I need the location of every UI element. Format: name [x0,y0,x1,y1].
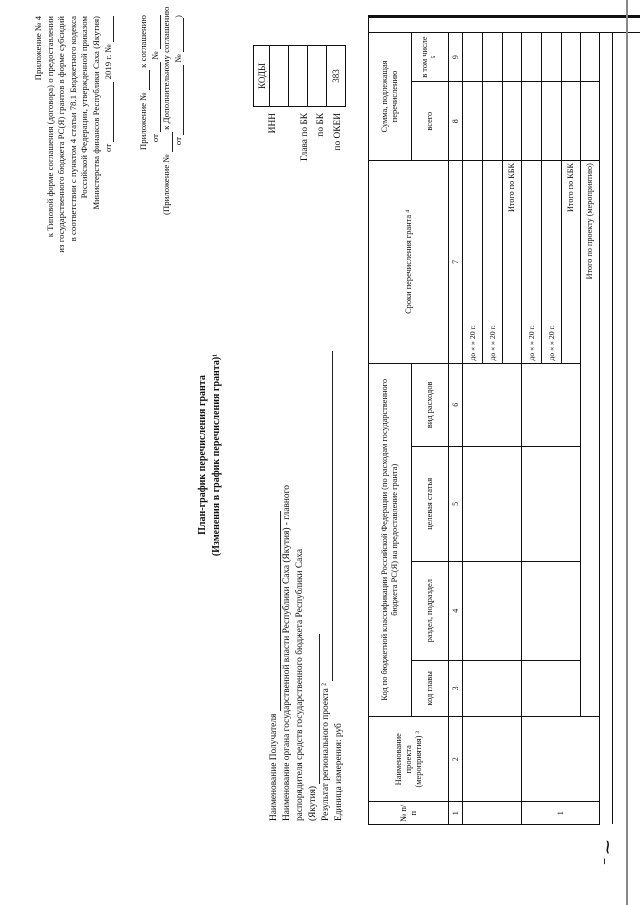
codes-box: КОДЫ 383 [253,45,346,107]
scan-edge-line [626,0,628,905]
field-authority-cont: распорядителя средств государственного бюджета Республики Саха [295,548,305,821]
appendix-references: Приложение № к соглашению от № (Приложение № к Дополнительному соглашению от № ) [138,6,183,215]
field-recipient: Наименование Получателя [268,511,281,821]
glava-bk-label: Глава по БК [300,113,310,162]
po-bk-label: по БК [316,113,326,137]
table-row: Итого по КБК [503,17,522,825]
po-okei-label: по ОКЕИ [333,113,343,151]
field-regional-result: Результат регионального проекта ² [320,351,333,821]
inn-label: ИНН [268,113,278,134]
appendix-header: Приложение № 4 к Типовой форме соглашения (договора) о предоставлении из государственного бюджета РС(Я) грантов в форме субсидий в соответствии с пунктом 4 статьи 78.1 Бюджетного кодекса Российской Федерации, утвержденной приказом Министерства финансов Республики Саха (Якутия) от 2019 г. № [33,16,113,253]
field-authority: Наименование органа государственной власти Республики Саха (Якутия) - главного [282,485,292,821]
table-row: до « » 20 г. [483,17,503,825]
table-row: Итого по проекту (мероприятию) [581,17,600,825]
table-row: Итого по КБК [562,17,581,825]
table-row: 1 до « » 20 г. [522,17,542,825]
page-title: План-график перечисления гранта (Изменения в график перечисления гранта)¹ [197,353,222,557]
field-authority-end: (Якутия) [307,634,320,821]
field-unit: Единица измерения: руб [334,723,344,821]
scan-mark: ⁻ ⁓ [601,840,616,865]
table-row: до « » 20 г. [542,17,562,825]
grant-schedule-table: № п/п Наименование проекта (мероприятия) ³ Код по бюджетной классификации Российской Федерации (по расходам государственного бюджета РС(Я) на предоставление гранта) Сроки перечисления гранта ⁴ Сумма, подлежащая перечислению код главы раздел, подраздел целевая статья вид расходов всего в том числе ⁵ 1 2 3 4 5 6 7 8 9 до « » 20 г. до « » 20 г. Итого по КБК 1 до « » 20 г. до « » 20 г. Итого по КБК Итого по проекту (мероприятию) [368,15,640,825]
table-row: до « » 20 г. [463,17,483,825]
